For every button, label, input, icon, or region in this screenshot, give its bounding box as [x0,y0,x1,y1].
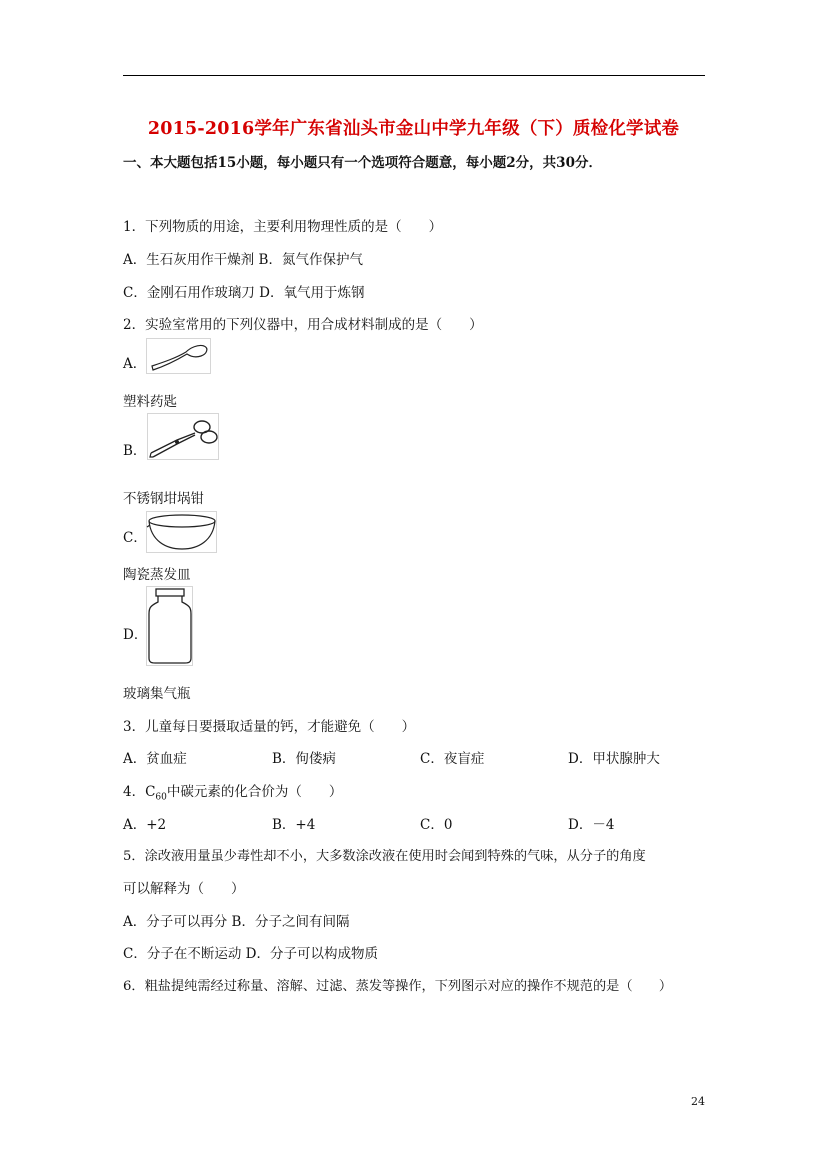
q4-stem-prefix: 4．C [123,784,156,800]
q1-stem: 1．下列物质的用途，主要利用物理性质的是（ ） [123,219,443,235]
q1-options-cd: C．金刚石用作玻璃刀 D．氧气用于炼钢 [123,285,365,301]
page-number: 24 [691,1095,705,1108]
exam-title: 2015-2016学年广东省汕头市金山中学九年级（下）质检化学试卷 [147,119,680,139]
q5-stem-line2: 可以解释为（ ） [123,881,245,897]
q4-stem [123,780,342,803]
q2-option-c-label: C． [123,530,147,546]
q1-options-ab: A．生石灰用作干燥剂 B．氮气作保护气 [123,252,363,268]
q2-option-c-caption: 陶瓷蒸发皿 [123,567,191,583]
q3-option-a: A．贫血症 [123,751,187,767]
q2-stem: 2．实验室常用的下列仪器中，用合成材料制成的是（ ） [123,317,483,333]
gas-collecting-bottle-figure [146,586,194,667]
q4-option-b: B．+4 [272,817,316,833]
q4-stem-subscript: 60 [155,792,167,803]
q3-option-d: D．甲状腺肿大 [568,751,660,767]
q3-option-c: C．夜盲症 [420,751,485,767]
q4-option-d: D．－4 [568,817,615,833]
crucible-tongs-figure [147,413,220,461]
q2-option-d-caption: 玻璃集气瓶 [123,686,191,702]
q2-option-b-caption: 不锈钢坩埚钳 [123,491,204,507]
q5-options-cd: C．分子在不断运动 D．分子可以构成物质 [123,946,378,962]
q3-option-b: B．佝偻病 [272,751,336,767]
q2-option-b-label: B． [123,443,147,459]
q6-stem: 6．粗盐提纯需经过称量、溶解、过滤、蒸发等操作，下列图示对应的操作不规范的是（ ） [123,979,673,994]
plastic-spoon-figure [146,338,212,375]
q2-option-a-label: A． [123,356,147,372]
evaporating-dish-figure [146,511,218,554]
q5-stem-line1: 5．涂改液用量虽少毒性却不小，大多数涂改液在使用时会闻到特殊的气味，从分子的角度 [123,849,646,864]
q4-option-a: A．+2 [123,817,167,833]
header-rule [123,75,705,76]
q2-option-d-label: D． [123,627,148,643]
q4-option-c: C．0 [420,817,453,833]
q4-stem-suffix: 中碳元素的化合价为（ ） [166,784,343,800]
q3-stem: 3．儿童每日要摄取适量的钙，才能避免（ ） [123,719,416,735]
section-heading: 一、本大题包括15小题，每小题只有一个选项符合题意，每小题2分，共30分． [123,155,602,171]
q5-options-ab: A．分子可以再分 B．分子之间有间隔 [123,914,350,930]
q2-option-a-caption: 塑料药匙 [123,394,177,410]
